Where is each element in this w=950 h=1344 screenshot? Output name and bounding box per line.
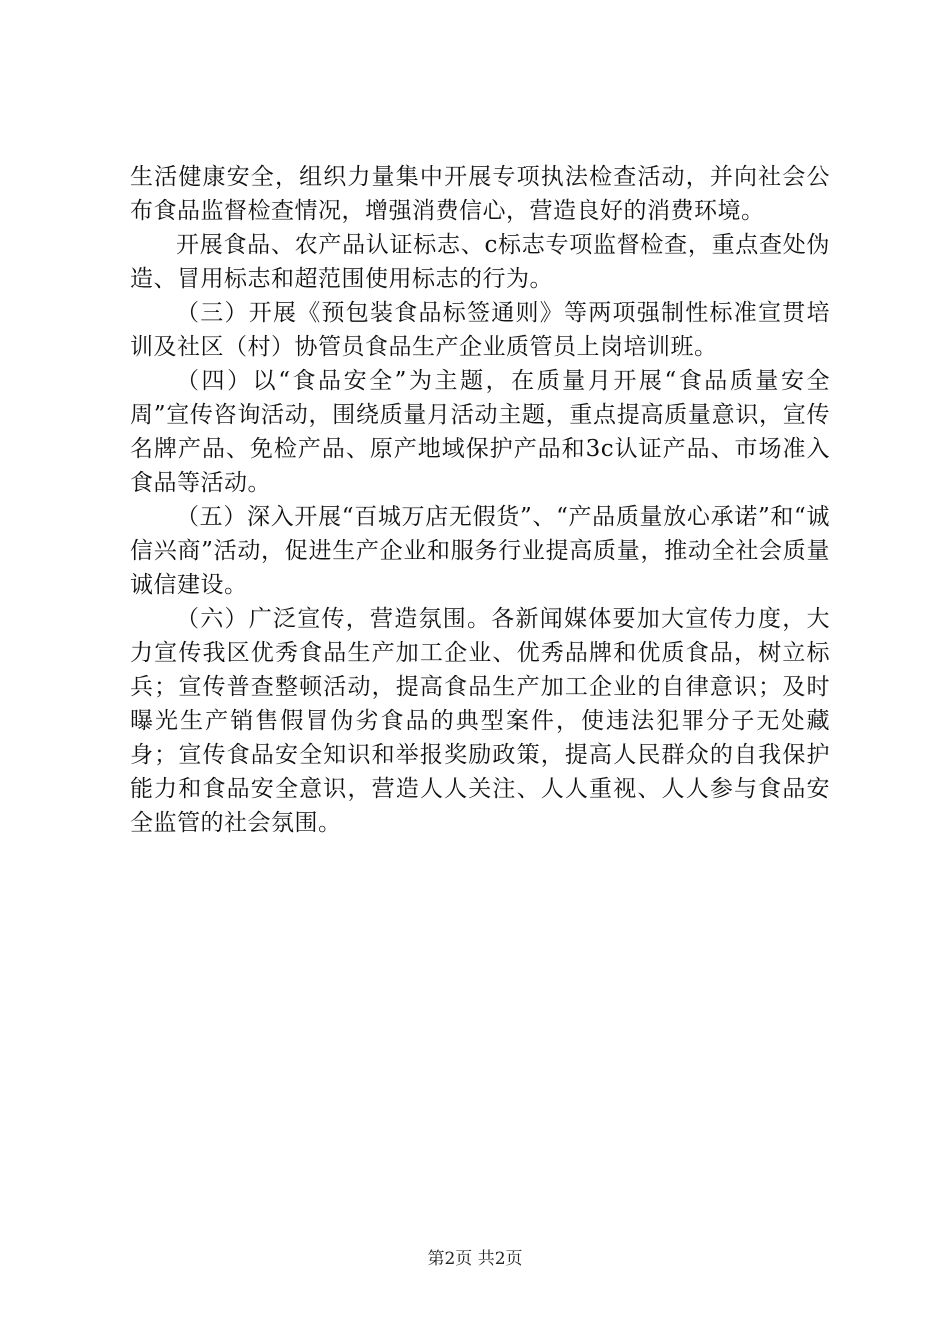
page-number-footer: 第2页 共2页 [427, 1249, 523, 1269]
document-body [130, 160, 830, 840]
paragraph-item-five: （五）深入开展“百城万店无假货”、“产品质量放心承诺”和“诚信兴商”活动，促进生产企业和服务行业提高质量，推动全社会质量诚信建设。 [130, 504, 830, 598]
paragraph-item-four: （四）以“食品安全”为主题，在质量月开展“食品质量安全周”宣传咨询活动，围绕质量月活动主题，重点提高质量意识，宣传名牌产品、免检产品、原产地域保护产品和3c认证产品、市场准入食品等活动。 [130, 368, 830, 496]
paragraph-certification-inspection: 开展食品、农产品认证标志、c标志专项监督检查，重点查处伪造、冒用标志和超范围使用标志的行为。 [130, 232, 830, 292]
paragraph-continuation: 生活健康安全，组织力量集中开展专项执法检查活动，并向社会公布食品监督检查情况，增强消费信心，营造良好的消费环境。 [130, 164, 830, 224]
paragraph-item-three: （三）开展《预包装食品标签通则》等两项强制性标准宣贯培训及社区（村）协管员食品生产企业质管员上岗培训班。 [130, 300, 830, 360]
paragraph-item-six: （六）广泛宣传，营造氛围。各新闻媒体要加大宣传力度，大力宣传我区优秀食品生产加工企业、优秀品牌和优质食品，树立标兵；宣传普查整顿活动，提高食品生产加工企业的自律意识；及时曝光生产销售假冒伪劣食品的典型案件，使违法犯罪分子无处藏身；宣传食品安全知识和举报奖励政策，提高人民群众的自我保护能力和食品安全意识，营造人人关注、人人重视、人人参与食品安全监管的社会氛围。 [130, 606, 830, 836]
